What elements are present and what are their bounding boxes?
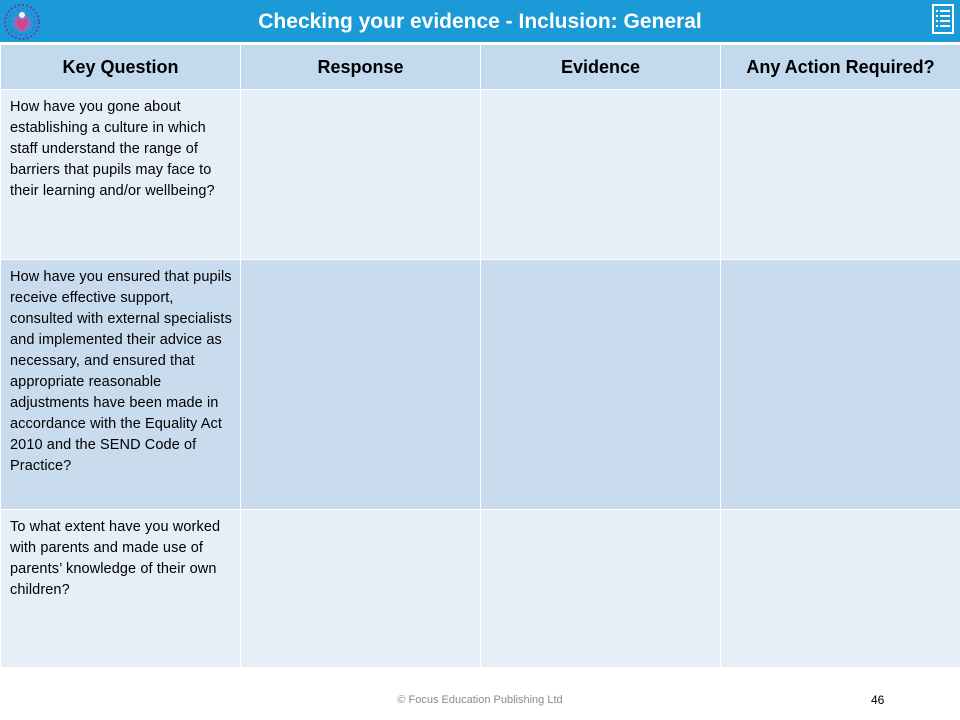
copyright-notice: © Focus Education Publishing Ltd xyxy=(397,694,563,706)
key-question-cell: How have you gone about establishing a culture in which staff understand the range of barriers that pupils may face to their learning and/or wellbeing? xyxy=(1,90,241,260)
action-required-cell[interactable] xyxy=(721,260,960,510)
column-header-response: Response xyxy=(241,45,481,90)
column-header-evidence: Evidence xyxy=(481,45,721,90)
page-title: Checking your evidence - Inclusion: General xyxy=(258,10,702,33)
table-row xyxy=(1,260,960,510)
response-cell[interactable] xyxy=(241,510,481,668)
key-question-cell: To what extent have you worked with parents and made use of parents’ knowledge of their own children? xyxy=(1,510,241,668)
evidence-cell[interactable] xyxy=(481,510,721,668)
table-row xyxy=(1,90,960,260)
checklist-icon xyxy=(932,4,954,34)
response-cell[interactable] xyxy=(241,260,481,510)
table-row xyxy=(1,510,960,668)
evidence-cell[interactable] xyxy=(481,260,721,510)
table-header-row xyxy=(1,45,960,90)
header-bar xyxy=(0,0,960,44)
page-number: 46 xyxy=(871,693,885,707)
column-header-action-required: Any Action Required? xyxy=(721,45,960,90)
evidence-table xyxy=(0,44,960,668)
column-header-key-question: Key Question xyxy=(1,45,241,90)
action-required-cell[interactable] xyxy=(721,510,960,668)
key-question-cell: How have you ensured that pupils receive effective support, consulted with external specialists and implemented their advice as necessary, and ensured that appropriate reasonable adjustments have been made in accordance with the Equality Act 2010 and the SEND Code of Practice? xyxy=(1,260,241,510)
response-cell[interactable] xyxy=(241,90,481,260)
action-required-cell[interactable] xyxy=(721,90,960,260)
evidence-cell[interactable] xyxy=(481,90,721,260)
